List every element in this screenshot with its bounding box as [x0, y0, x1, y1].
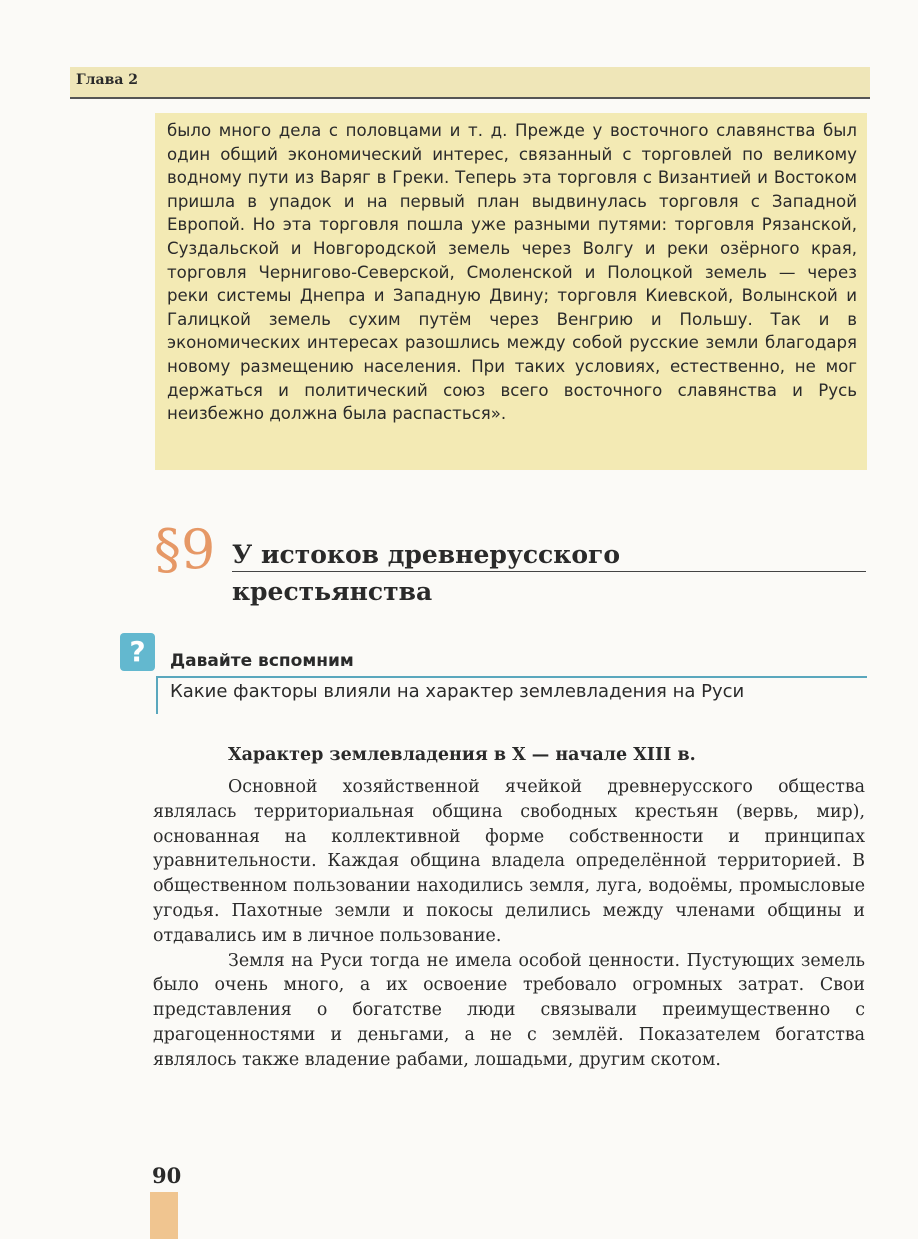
- margin-color-strip: [150, 1192, 178, 1239]
- recall-question: Какие факторы влияли на характер землевладения на Руси: [170, 681, 745, 702]
- question-icon: [120, 633, 155, 671]
- chapter-label: Глава 2: [76, 72, 139, 88]
- page-number: 90: [152, 1163, 182, 1188]
- recall-heading: Давайте вспомним: [170, 651, 354, 671]
- quote-box: было много дела с половцами и т. д. Прежде у восточного славянства был один общий экономический интерес, связанный с торговлей по великому водному пути из Варяг в Греки. Теперь эта торговля с Византией и Востоком пришла в упадок и на первый план выдвинулась торговля с Западной Европой. Но эта торговля пошла уже разными путями: торговля Рязанской, Суздальской и Новгородской земель через Волгу и реки озёрного края, торговля Чернигово-Северской, Смоленской и Полоцкой земель — через реки системы Днепра и Западную Двину; торговля Киевской, Волынской и Галицкой земель сухим путём через Венгрию и Польшу. Так и в экономических интересах разошлись между собой русские земли благодаря новому размещению населения. При таких условиях, естественно, не мог держаться и политический союз всего восточного славянства и Русь неизбежно должна была распасться».: [155, 113, 867, 470]
- section-title: [232, 536, 620, 610]
- paragraph: Основной хозяйственной ячейкой древнерусского общества являлась территориальная община свободных крестьян (вервь, мир), основанная на коллективной форме собственности и принципах уравнительности. Каждая община владела определённой территорией. В общественном пользовании находились земля, луга, водоёмы, промысловые угодья. Пахотные земли и покосы делились между членами общины и отдавались им в личное пользование.: [153, 777, 865, 946]
- subheading: Характер землевладения в X — начале XIII в.: [228, 745, 696, 765]
- chapter-header-band: [70, 67, 870, 99]
- recall-rule: [156, 676, 867, 678]
- paragraph: Земля на Руси тогда не имела особой ценности. Пустующих земель было очень много, а их освоение требовало огромных затрат. Свои представления о богатстве люди связывали преимущественно с драгоценностями и деньгами, а не с землёй. Показателем богатства являлось также владение рабами, лошадьми, другим скотом.: [153, 950, 865, 1070]
- question-icon-glyph: ?: [129, 635, 146, 668]
- recall-vertical-rule: [156, 676, 158, 714]
- body-text: [153, 775, 865, 1073]
- section-title-line-1: У истоков древнерусского: [232, 540, 621, 569]
- section-title-rule: [232, 571, 866, 572]
- section-number: §9: [154, 518, 216, 581]
- section-title-line-2: крестьянства: [232, 577, 433, 606]
